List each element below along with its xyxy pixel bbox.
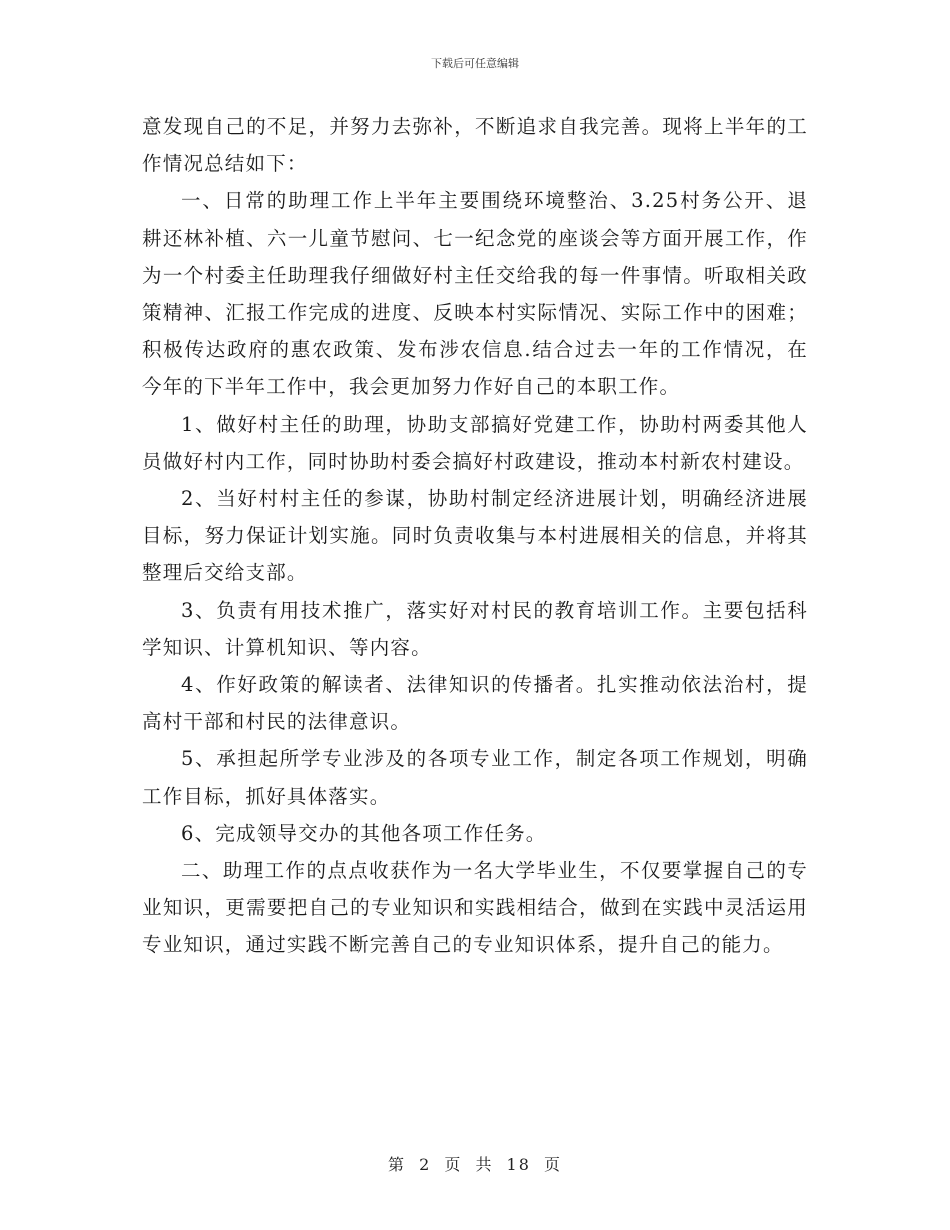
paragraph-item-1: 1、做好村主任的助理，协助支部搞好党建工作，协助村两委其他人员做好村内工作，同时协助村委会搞好村政建设，推动本村新农村建设。 bbox=[142, 412, 808, 473]
paragraph-item-4: 4、作好政策的解读者、法律知识的传播者。扎实推动依法治村，提高村干部和村民的法律意识。 bbox=[142, 673, 808, 734]
paragraph-item-2: 2、当好村村主任的参谋，协助村制定经济进展计划，明确经济进展目标，努力保证计划实施。同时负责收集与本村进展相关的信息，并将其整理后交给支部。 bbox=[142, 487, 808, 585]
paragraph-item-5: 5、承担起所学专业涉及的各项专业工作，制定各项工作规划，明确工作目标，抓好具体落实。 bbox=[142, 747, 808, 808]
paragraph-item-6: 6、完成领导交办的其他各项工作任务。 bbox=[181, 821, 547, 845]
page-number-footer: 第 2 页 共 18 页 bbox=[388, 1155, 562, 1174]
paragraph-section-one: 一、日常的助理工作上半年主要围绕环境整治、3.25村务公开、退耕还林补植、六一儿童节慰问、七一纪念党的座谈会等方面开展工作，作为一个村委主任助理我仔细做好村主任交给我的每一件事情。听取相关政策精神、汇报工作完成的进度、反映本村实际情况、实际工作中的困难；积极传达政府的惠农政策、发布涉农信息.结合过去一年的工作情况，在今年的下半年工作中，我会更加努力作好自己的本职工作。 bbox=[142, 189, 808, 399]
paragraph-intro-continuation: 意发现自己的不足，并努力去弥补，不断追求自我完善。现将上半年的工作情况总结如下： bbox=[142, 115, 808, 176]
page-header: 下载后可任意编辑 bbox=[431, 57, 519, 70]
document-body bbox=[142, 108, 808, 964]
paragraph-item-3: 3、负责有用技术推广，落实好对村民的教育培训工作。主要包括科学知识、计算机知识、等内容。 bbox=[142, 598, 808, 659]
paragraph-section-two: 二、助理工作的点点收获作为一名大学毕业生，不仅要掌握自己的专业知识，更需要把自己的专业知识和实践相结合，做到在实践中灵活运用专业知识，通过实践不断完善自己的专业知识体系，提升自己的能力。 bbox=[142, 859, 808, 957]
